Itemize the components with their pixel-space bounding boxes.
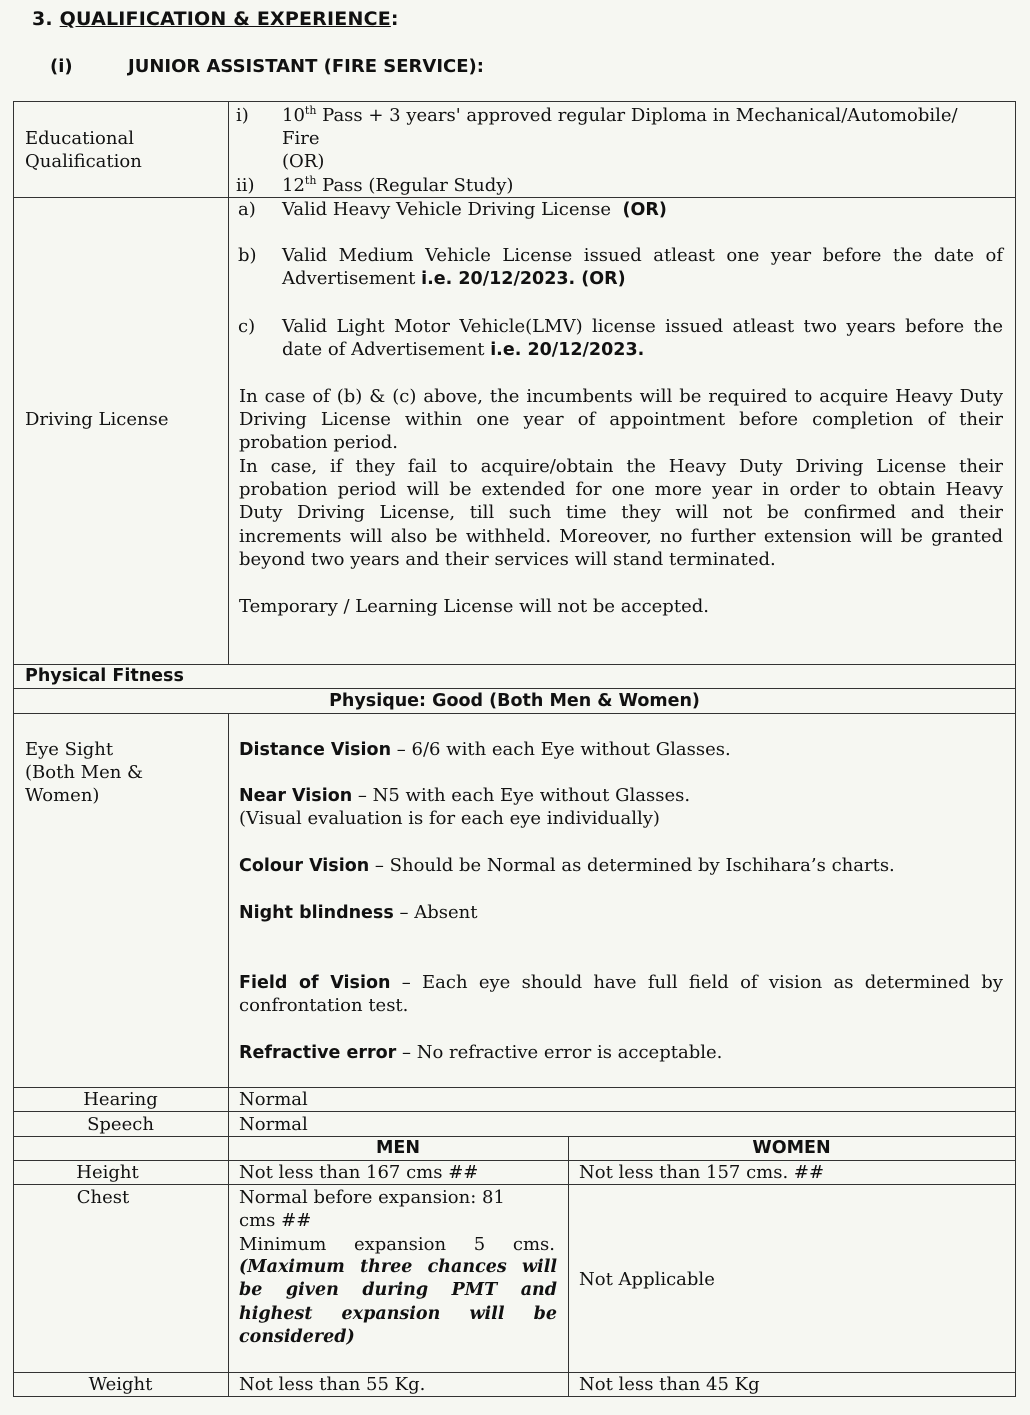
education-item-2: 12th Pass (Regular Study) [282, 174, 514, 196]
chest-label: Chest [76, 1187, 130, 1208]
chest-men-l1: Normal before expansion: 81 [239, 1187, 505, 1208]
eyesight-label-l2: (Both Men & [25, 762, 144, 783]
sub-heading [50, 56, 484, 77]
physique-row: Physique: Good (Both Men & Women) [329, 691, 700, 711]
education-item-1: 10th Pass + 3 years' approved regular Diploma in Mechanical/Automobile/ [282, 104, 958, 126]
driving-label: Driving License [25, 409, 169, 430]
driving-para2-line5: beyond two years and their services will stand terminated. [239, 549, 776, 570]
colour-vision: Colour Vision – Should be Normal as determined by Ischihara’s charts. [239, 855, 895, 876]
height-women: Not less than 157 cms. ## [579, 1162, 825, 1183]
driving-b-line1: Valid Medium Vehicle License issued atleast one year before the date of [282, 245, 1003, 266]
section-title: QUALIFICATION & EXPERIENCE [59, 8, 391, 30]
height-label: Height [76, 1162, 139, 1183]
section-heading [32, 8, 399, 30]
education-item-2-marker: ii) [236, 175, 255, 196]
driving-para2-line4: increments will also be withheld. Moreover, no further extension will be granted [239, 526, 1003, 547]
chest-men-note-4: considered) [239, 1327, 355, 1347]
night-blindness: Night blindness – Absent [239, 902, 478, 923]
education-item-1-line2: Fire [282, 128, 320, 149]
column-men: MEN [375, 1138, 420, 1158]
driving-para2-line2: probation period will be extended for one more year in order to obtain Heavy [239, 479, 1003, 500]
weight-label: Weight [88, 1374, 153, 1395]
speech-label: Speech [87, 1114, 154, 1135]
chest-men-l3: Minimum expansion 5 cms. [239, 1234, 555, 1255]
education-label-line2: Qualification [25, 151, 142, 172]
driving-c-line1: Valid Light Motor Vehicle(LMV) license issued atleast two years before the [282, 316, 1003, 337]
chest-men-note-3: highest expansion will be [239, 1304, 557, 1324]
driving-c-line2: date of Advertisement i.e. 20/12/2023. [282, 339, 645, 360]
sub-heading-number: (i) [50, 56, 73, 77]
education-label-line1: Educational [25, 128, 134, 149]
education-or: (OR) [282, 151, 325, 172]
education-item-1-marker: i) [236, 105, 249, 126]
eyesight-label-l3: Women) [25, 785, 100, 806]
driving-b-marker: b) [238, 245, 257, 266]
refractive-error: Refractive error – No refractive error is acceptable. [239, 1042, 723, 1063]
driving-para1-line1: In case of (b) & (c) above, the incumbents will be required to acquire Heavy Duty [239, 386, 1003, 407]
field-of-vision: Field of Vision – Each eye should have full field of vision as determined by [239, 972, 1003, 993]
driving-b-line2: Advertisement i.e. 20/12/2023. (OR) [282, 268, 626, 289]
chest-women: Not Applicable [579, 1269, 715, 1290]
column-women: WOMEN [752, 1138, 831, 1158]
near-vision-note: (Visual evaluation is for each eye individually) [239, 808, 660, 829]
eyesight-label-l1: Eye Sight [25, 739, 114, 760]
distance-vision: Distance Vision – 6/6 with each Eye without Glasses. [239, 739, 731, 760]
weight-women: Not less than 45 Kg [579, 1374, 760, 1395]
driving-a-text: Valid Heavy Vehicle Driving License (OR) [282, 199, 667, 220]
driving-c-marker: c) [238, 316, 256, 337]
driving-a-marker: a) [238, 199, 256, 220]
driving-para2-line3: Duty Driving License, till such time they will not be confirmed and their [239, 502, 1003, 523]
section-number: 3. [32, 8, 53, 30]
driving-para1-line2: Driving License within one year of appointment before completion of their [239, 409, 1003, 430]
height-men: Not less than 167 cms ## [239, 1162, 479, 1183]
chest-men-note-1: (Maximum three chances will [239, 1257, 557, 1277]
near-vision: Near Vision – N5 with each Eye without Glasses. [239, 785, 691, 806]
physical-fitness-heading: Physical Fitness [25, 666, 184, 686]
speech-value: Normal [239, 1114, 308, 1135]
field-of-vision-line2: confrontation test. [239, 995, 409, 1016]
driving-temp-note: Temporary / Learning License will not be accepted. [239, 596, 709, 617]
driving-para1-line3: probation period. [239, 432, 398, 453]
hearing-label: Hearing [83, 1089, 158, 1110]
chest-men-note-2: be given during PMT and [239, 1280, 557, 1300]
hearing-value: Normal [239, 1089, 308, 1110]
driving-para2-line1: In case, if they fail to acquire/obtain the Heavy Duty Driving License their [239, 456, 1003, 477]
chest-men-l2: cms ## [239, 1210, 312, 1231]
sub-heading-title: JUNIOR ASSISTANT (FIRE SERVICE): [128, 56, 484, 77]
weight-men: Not less than 55 Kg. [239, 1374, 426, 1395]
section-colon: : [390, 8, 399, 30]
